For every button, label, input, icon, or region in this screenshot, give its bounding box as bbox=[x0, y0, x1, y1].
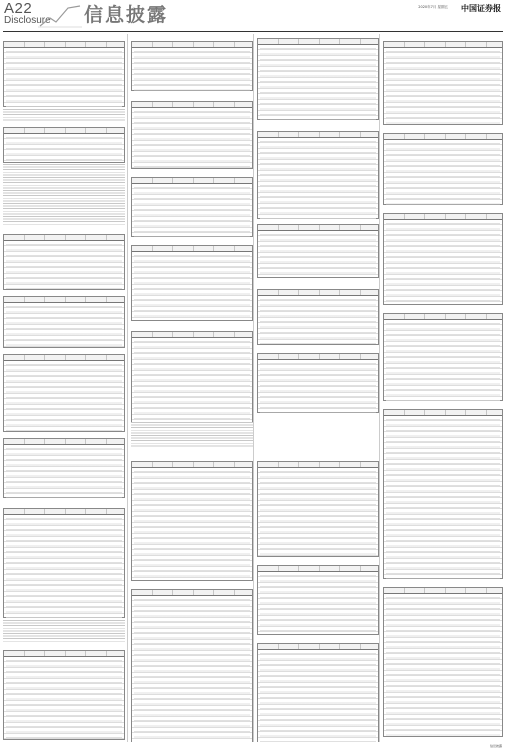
fund-table bbox=[131, 461, 253, 581]
table-block bbox=[257, 454, 379, 557]
table-block bbox=[383, 206, 503, 305]
table-block bbox=[3, 434, 125, 498]
fund-table bbox=[3, 508, 125, 618]
table-block bbox=[257, 558, 379, 635]
fund-table bbox=[257, 224, 379, 278]
column-divider bbox=[379, 34, 380, 742]
body-paragraph bbox=[3, 109, 125, 121]
table-block bbox=[257, 124, 379, 219]
table-block bbox=[383, 34, 503, 125]
column-divider bbox=[253, 34, 254, 742]
column-3 bbox=[257, 34, 379, 742]
fund-table bbox=[383, 41, 503, 125]
table-block bbox=[3, 123, 125, 163]
fund-table bbox=[131, 101, 253, 169]
fund-table bbox=[257, 353, 379, 413]
table-block bbox=[257, 636, 379, 742]
table-block bbox=[257, 282, 379, 345]
fund-table bbox=[257, 643, 379, 742]
fund-table bbox=[131, 589, 253, 742]
fund-table bbox=[131, 245, 253, 321]
fund-table bbox=[3, 296, 125, 348]
table-block bbox=[3, 292, 125, 348]
table-block bbox=[3, 646, 125, 740]
chart-line-decoration-icon bbox=[38, 4, 82, 28]
table-block bbox=[131, 238, 253, 321]
fund-table bbox=[257, 565, 379, 635]
table-block bbox=[383, 580, 503, 737]
fund-table bbox=[3, 354, 125, 432]
fund-table bbox=[3, 438, 125, 498]
body-paragraph bbox=[3, 164, 125, 226]
fund-table bbox=[257, 131, 379, 219]
column-2 bbox=[131, 34, 253, 742]
table-block bbox=[131, 34, 253, 91]
masthead-rule bbox=[3, 31, 503, 32]
table-block bbox=[257, 34, 379, 120]
table-block bbox=[257, 346, 379, 413]
fund-table bbox=[383, 587, 503, 737]
fund-table bbox=[3, 234, 125, 290]
body-paragraph bbox=[3, 620, 125, 642]
newspaper-logo: 中国证券报 bbox=[461, 3, 501, 13]
table-block bbox=[3, 350, 125, 432]
fund-table bbox=[3, 127, 125, 163]
table-block bbox=[257, 220, 379, 278]
fund-table bbox=[3, 650, 125, 740]
fund-table bbox=[383, 213, 503, 305]
table-block bbox=[383, 306, 503, 401]
table-block bbox=[131, 170, 253, 237]
body-paragraph bbox=[131, 422, 253, 448]
fund-table bbox=[3, 41, 125, 107]
fund-table bbox=[257, 461, 379, 557]
fund-table bbox=[131, 41, 253, 91]
masthead bbox=[0, 0, 506, 30]
issue-date: 2020年7月 星期五 bbox=[418, 5, 448, 9]
column-1 bbox=[3, 34, 125, 742]
footer-tag: 信息披露 bbox=[489, 744, 502, 748]
column-divider bbox=[127, 34, 128, 742]
fund-table bbox=[383, 409, 503, 579]
table-block bbox=[3, 504, 125, 618]
fund-table bbox=[257, 38, 379, 120]
fund-table bbox=[383, 313, 503, 401]
table-block bbox=[383, 402, 503, 579]
table-block bbox=[131, 454, 253, 581]
table-block bbox=[131, 94, 253, 169]
table-block bbox=[131, 324, 253, 423]
column-4 bbox=[383, 34, 503, 742]
table-block bbox=[3, 34, 125, 107]
table-block bbox=[131, 582, 253, 742]
page-code: A22 bbox=[4, 0, 33, 17]
section-chinese-title: 信息披露 bbox=[84, 4, 169, 26]
fund-table bbox=[131, 177, 253, 237]
fund-table bbox=[131, 331, 253, 423]
fund-table bbox=[383, 133, 503, 205]
page-body bbox=[3, 34, 503, 742]
fund-table bbox=[257, 289, 379, 345]
section-english-title: Disclosure bbox=[4, 15, 51, 26]
table-block bbox=[3, 230, 125, 290]
table-block bbox=[383, 126, 503, 205]
